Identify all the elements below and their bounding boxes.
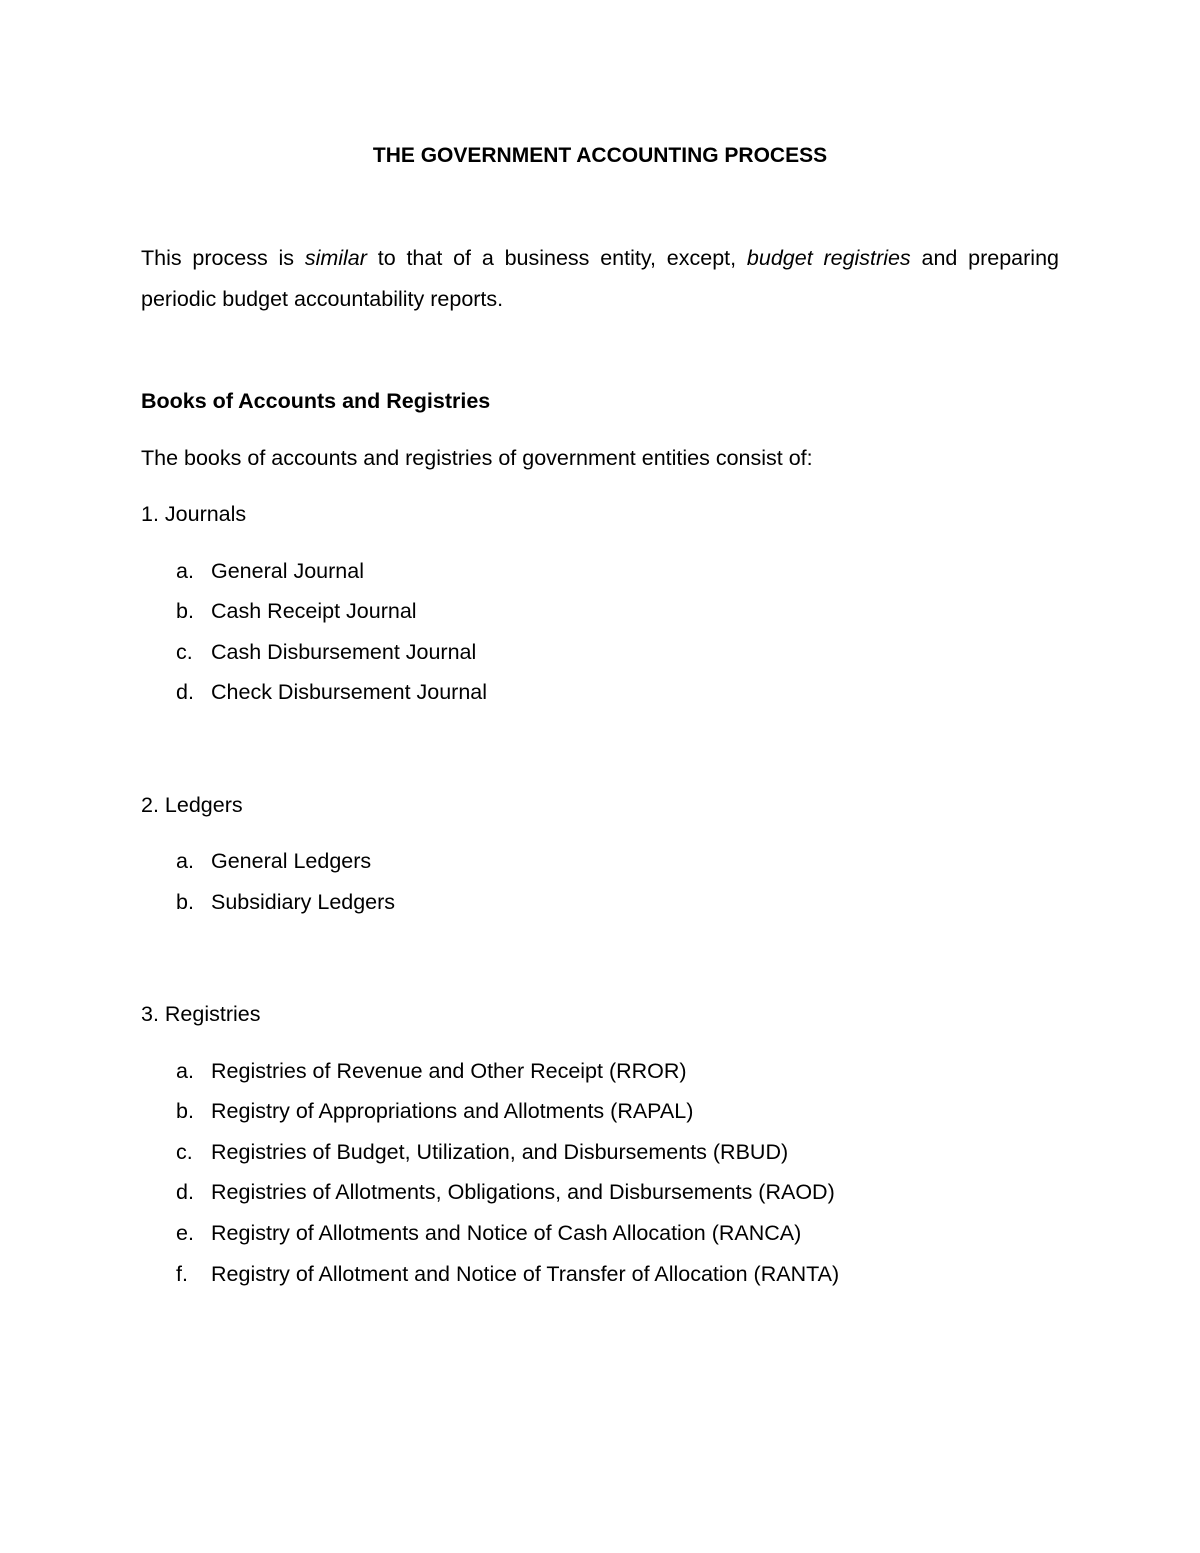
intro-emphasis-similar: similar [304,246,367,270]
list-marker: c. [176,640,193,664]
intro-emphasis-budget-registries: budget registries [746,246,911,270]
list-item-text: Registries of Revenue and Other Receipt (RROR) [211,1059,687,1083]
list-item-text: Registries of Allotments, Obligations, and Disbursements (RAOD) [211,1180,835,1204]
list-marker: f. [176,1262,188,1286]
intro-text-3: and preparing periodic budget accountability reports. [141,246,1059,311]
intro-text-1: This process is [141,246,305,270]
list-marker: d. [176,680,194,704]
list-item-text: Registry of Appropriations and Allotments (RAPAL) [211,1099,694,1123]
group-label-journals: 1. Journals [141,502,247,526]
list-marker: b. [176,1099,194,1123]
list-item-text: General Journal [211,559,364,583]
section-intro: The books of accounts and registries of government entities consist of: [141,446,813,470]
list-marker: a. [176,559,194,583]
list-marker: a. [176,1059,194,1083]
intro-text-2: to that of a business entity, except, [366,246,747,270]
list-marker: a. [176,849,194,873]
intro-paragraph [141,238,1059,320]
document-title: THE GOVERNMENT ACCOUNTING PROCESS [372,144,828,167]
group-label-registries: 3. Registries [141,1002,261,1026]
list-marker: d. [176,1180,194,1204]
list-item-text: Subsidiary Ledgers [211,890,396,914]
section-heading: Books of Accounts and Registries [141,389,491,413]
list-item-text: Cash Receipt Journal [211,599,417,623]
list-item-text: Registry of Allotments and Notice of Cash Allocation (RANCA) [211,1221,802,1245]
list-marker: b. [176,890,194,914]
list-item-text: Registry of Allotment and Notice of Transfer of Allocation (RANTA) [211,1262,840,1286]
list-item-text: Cash Disbursement Journal [211,640,477,664]
list-marker: b. [176,599,194,623]
group-label-ledgers: 2. Ledgers [141,793,243,817]
list-item-text: Check Disbursement Journal [211,680,488,704]
list-item-text: General Ledgers [211,849,372,873]
list-marker: c. [176,1140,193,1164]
list-marker: e. [176,1221,194,1245]
list-item-text: Registries of Budget, Utilization, and Disbursements (RBUD) [211,1140,789,1164]
